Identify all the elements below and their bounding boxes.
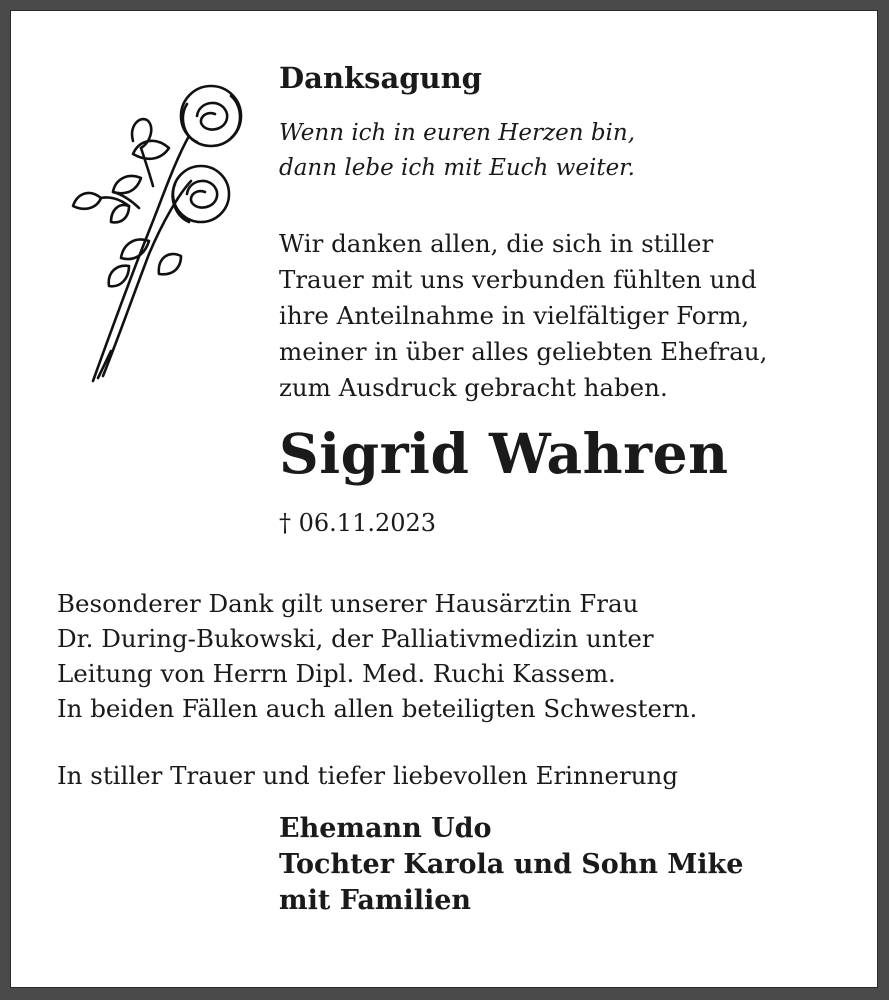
rose-illustration-icon <box>71 76 251 391</box>
special-thanks-line: Besonderer Dank gilt unserer Hausärztin Frau <box>57 589 639 618</box>
thanks-line: Wir danken allen, die sich in stiller <box>279 229 714 258</box>
thanks-paragraph <box>279 226 767 406</box>
thanks-line: ihre Anteilnahme in vielfältiger Form, <box>279 301 750 330</box>
special-thanks-line: Dr. During-Bukowski, der Palliativmedizin unter <box>57 624 654 653</box>
motto-line: dann lebe ich mit Euch weiter. <box>279 155 635 181</box>
death-date: † 06.11.2023 <box>279 509 437 537</box>
special-thanks-line: In beiden Fällen auch allen beteiligten Schwestern. <box>57 694 698 723</box>
special-thanks-line: Leitung von Herrn Dipl. Med. Ruchi Kassem. <box>57 659 616 688</box>
motto-line: Wenn ich in euren Herzen bin, <box>279 120 636 146</box>
closing-line: In stiller Trauer und tiefer liebevollen Erinnerung <box>57 761 679 790</box>
signer-line: Ehemann Udo <box>279 813 492 844</box>
special-thanks-paragraph <box>57 586 697 726</box>
signer-line: mit Familien <box>279 885 472 916</box>
signers-block <box>279 811 743 919</box>
deceased-name: Sigrid Wahren <box>279 421 729 486</box>
motto-quote <box>279 116 635 186</box>
thanks-line: zum Ausdruck gebracht haben. <box>279 373 668 402</box>
signer-line: Tochter Karola und Sohn Mike <box>279 849 744 880</box>
obituary-card <box>10 10 878 988</box>
thanks-line: Trauer mit uns verbunden fühlten und <box>279 265 757 294</box>
page-title: Danksagung <box>279 61 482 95</box>
thanks-line: meiner in über alles geliebten Ehefrau, <box>279 337 768 366</box>
